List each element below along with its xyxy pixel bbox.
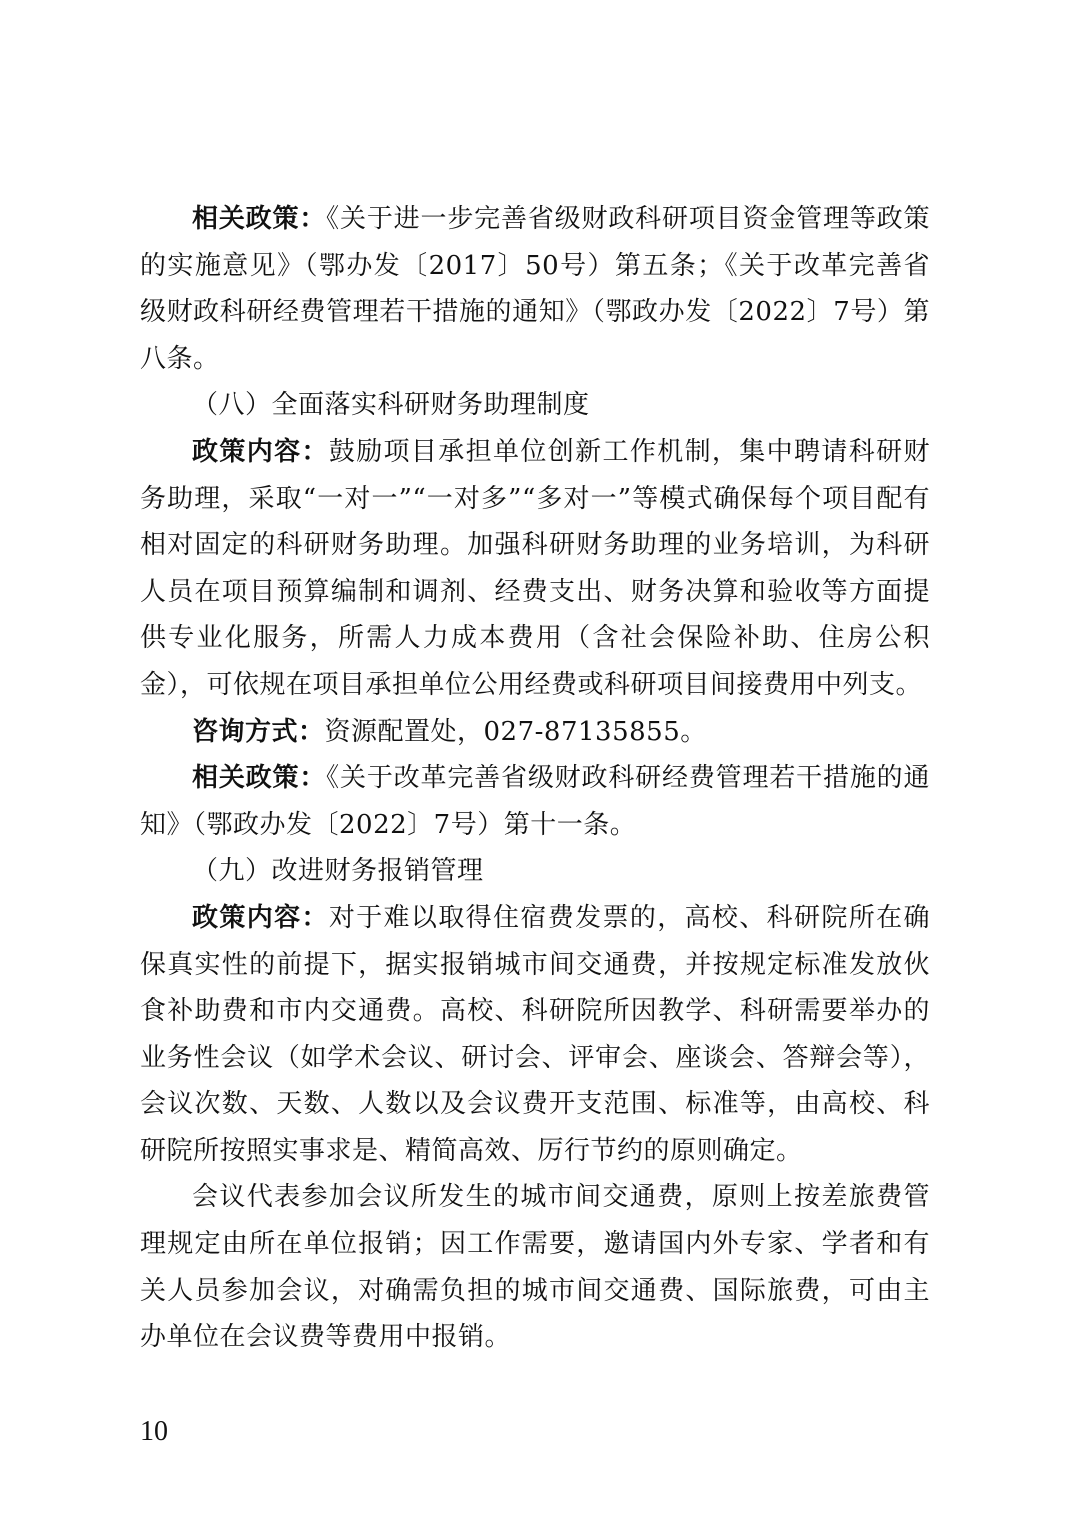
related-policy-paragraph-1 (140, 196, 930, 382)
section-heading-9: （九）改进财务报销管理 (192, 856, 484, 887)
policy-content-label: 政策内容： (192, 436, 329, 467)
related-policy-label: 相关政策： (192, 763, 327, 794)
policy-content-text: 鼓励项目承担单位创新工作机制，集中聘请科研财务助理，采取“一对一”“一对多”“多对一”等模式确保每个项目配有相对固定的科研财务助理。加强科研财务助理的业务培训，为科研人员在项目预算编制和调剂、经费支出、财务决算和验收等方面提供专业化服务，所需人力成本费用（含社会保险补助、住房公积金），可依规在项目承担单位公用经费或科研项目间接费用中列支。 (140, 436, 930, 700)
related-policy-label: 相关政策： (192, 204, 327, 234)
policy-content-label: 政策内容： (192, 902, 329, 933)
contact-label: 咨询方式： (192, 716, 325, 747)
section-heading-8: （八）全面落实科研财务助理制度 (192, 390, 590, 421)
related-policy-text: 《关于改革完善省级财政科研经费管理若干措施的通知》（鄂政办发〔2022〕7号）第十一条。 (140, 763, 930, 840)
related-policy-text: 《关于进一步完善省级财政科研项目资金管理等政策的实施意见》（鄂办发〔2017〕50号）第五条；《关于改革完善省级财政科研经费管理若干措施的通知》（鄂政办发〔2022〕7号）第八条。 (140, 204, 930, 374)
related-policy-paragraph-2 (140, 755, 930, 848)
contact-text: 资源配置处，027-87135855。 (324, 716, 707, 747)
contact-paragraph (140, 709, 930, 756)
page-number: 10 (140, 1416, 168, 1447)
policy-content-paragraph-8 (140, 429, 930, 709)
policy-content-paragraph-9 (140, 895, 930, 1175)
document-body (140, 196, 930, 1361)
policy-content-text: 对于难以取得住宿费发票的，高校、科研院所在确保真实性的前提下，据实报销城市间交通费，并按规定标准发放伙食补助费和市内交通费。高校、科研院所因教学、科研需要举办的业务性会议（如学术会议、研讨会、评审会、座谈会、答辩会等），会议次数、天数、人数以及会议费开支范围、标准等，由高校、科研院所按照实事求是、精简高效、厉行节约的原则确定。 (140, 902, 930, 1166)
meeting-expense-paragraph (140, 1174, 930, 1360)
meeting-expense-text: 会议代表参加会议所发生的城市间交通费，原则上按差旅费管理规定由所在单位报销；因工作需要，邀请国内外专家、学者和有关人员参加会议，对确需负担的城市间交通费、国际旅费，可由主办单位在会议费等费用中报销。 (140, 1182, 930, 1353)
